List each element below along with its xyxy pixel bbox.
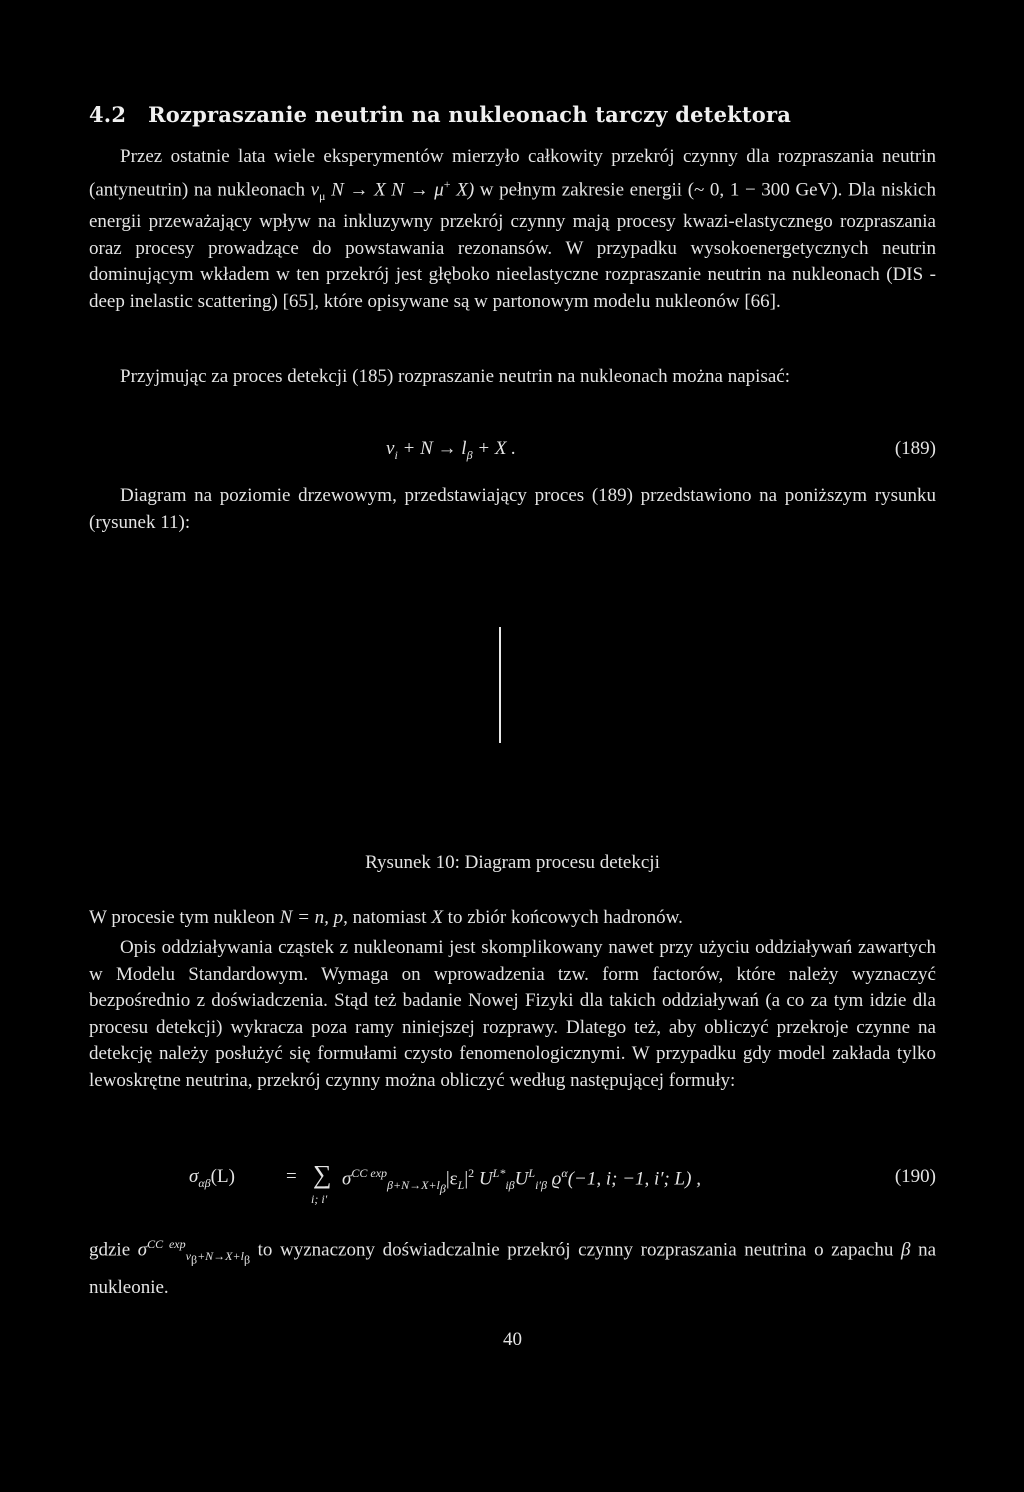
equation-number: (190) xyxy=(894,1166,936,1187)
math-inline: X xyxy=(431,907,443,928)
paragraph-nucleon: W procesie tym nukleon N = n, p, natomiast X to zbiór końcowych hadronów. xyxy=(89,907,683,928)
equation-rhs: $\sigma^{CC exp}_{\beta+N\to X+l_\beta}|\varepsilon_L|^2$ $U^{L*}_{i\beta}U^L_{i'\beta}$ $ϱ^\alpha(-1$, i; −1, i′; L) , xyxy=(342,1166,701,1196)
paragraph-detection: Przyjmując za proces detekcji (185) rozpraszanie neutrin na nukleonach można napisać: xyxy=(120,366,790,387)
math-sub: μ xyxy=(319,188,326,203)
equation-formula: $\nu_i + N \to l_\beta + X$ . xyxy=(386,438,516,462)
paragraph-phenomenology: Opis oddziaływania cząstek z nukleonami jest skomplikowany nawet przy użyciu oddziaływań zawartych w Modelu Standardowym. Wymaga on wprowadzenia tzw. form factorów, które należy wyznaczyć bezpośrednio z doświadczenia. Stąd też badanie Nowej Fizyki dla takich oddziaływań (a co za tym idzie dla procesu detekcji) wykracza poza ramy niniejszej rozprawy. Dlatego też, aby obliczyć przekroje czynne na detekcję należy posłużyć się formułami czysto fenomenologicznymi. W przypadku gdy model zakłada tylko lewoskrętne neutrina, przekrój czynny można obliczyć według następującej formuły: xyxy=(89,937,936,1091)
figure-caption: Rysunek 10: Diagram procesu detekcji xyxy=(365,852,660,873)
paragraph-intro xyxy=(89,144,936,315)
paragraph-text: Przez ostatnie lata wiele eksperymentów mierzyło całkowity przekrój czynny dla rozpraszania neutrin (antyneutrin) na nukleonach xyxy=(89,146,936,200)
paragraph-text: w pełnym zakresie energii (~ 0, 1 − 300 GeV). Dla niskich energii przeważający wpływ na inkluzywny przekrój czynny mają procesy kwazi-elastycznego rozpraszania oraz procesy prowadzące do powstawania rezonansów. W przypadku wysokoenergetycznych neutrin dominującym wkładem w ten przekrój jest głęboko nieelastyczne rozpraszanie neutrin na nukleonach (DIS - deep inelastic scattering) [65], które opisywane są w partonowym modelu nukleonów [66]. xyxy=(89,178,936,312)
math-inline: N = n, p xyxy=(279,907,344,928)
paragraph-diagram-intro: Diagram na poziomie drzewowym, przedstawiający proces (189) przedstawiono na poniższym rysunku (rysunek 11): xyxy=(89,485,936,533)
section-heading xyxy=(89,102,791,127)
section-title: Rozpraszanie neutrin na nukleonach tarczy detektora xyxy=(148,102,792,127)
equation-189 xyxy=(89,438,936,466)
sum-symbol: ∑ xyxy=(313,1160,332,1189)
figure-diagram xyxy=(499,627,501,743)
math-nu: ν xyxy=(310,178,320,200)
math-beta: β xyxy=(901,1239,911,1261)
math-reaction: N → X N → μ xyxy=(325,178,444,200)
diagram-line xyxy=(499,627,501,743)
equation-lhs: $\sigma_{\alpha\beta}(L)$ xyxy=(189,1166,235,1190)
sum-index: i; i′ xyxy=(311,1192,328,1206)
equation-number: (189) xyxy=(894,438,936,459)
equation-190 xyxy=(89,1162,936,1212)
math-reaction-tail: X) xyxy=(450,178,475,200)
paragraph-where: gdzie $\sigma^{CC exp}_{\nu_\beta+N\to X+l_\beta}$ to wyznaczony doświadczalnie przekrój czynny rozpraszania neutrina o zapachu β na nukleonie. xyxy=(89,1237,936,1298)
equation-equals: = xyxy=(286,1166,297,1187)
page-number: 40 xyxy=(503,1329,522,1350)
section-number: 4.2 xyxy=(89,102,127,127)
math-sigma: σ xyxy=(137,1239,148,1261)
math-sup: + xyxy=(443,176,451,191)
